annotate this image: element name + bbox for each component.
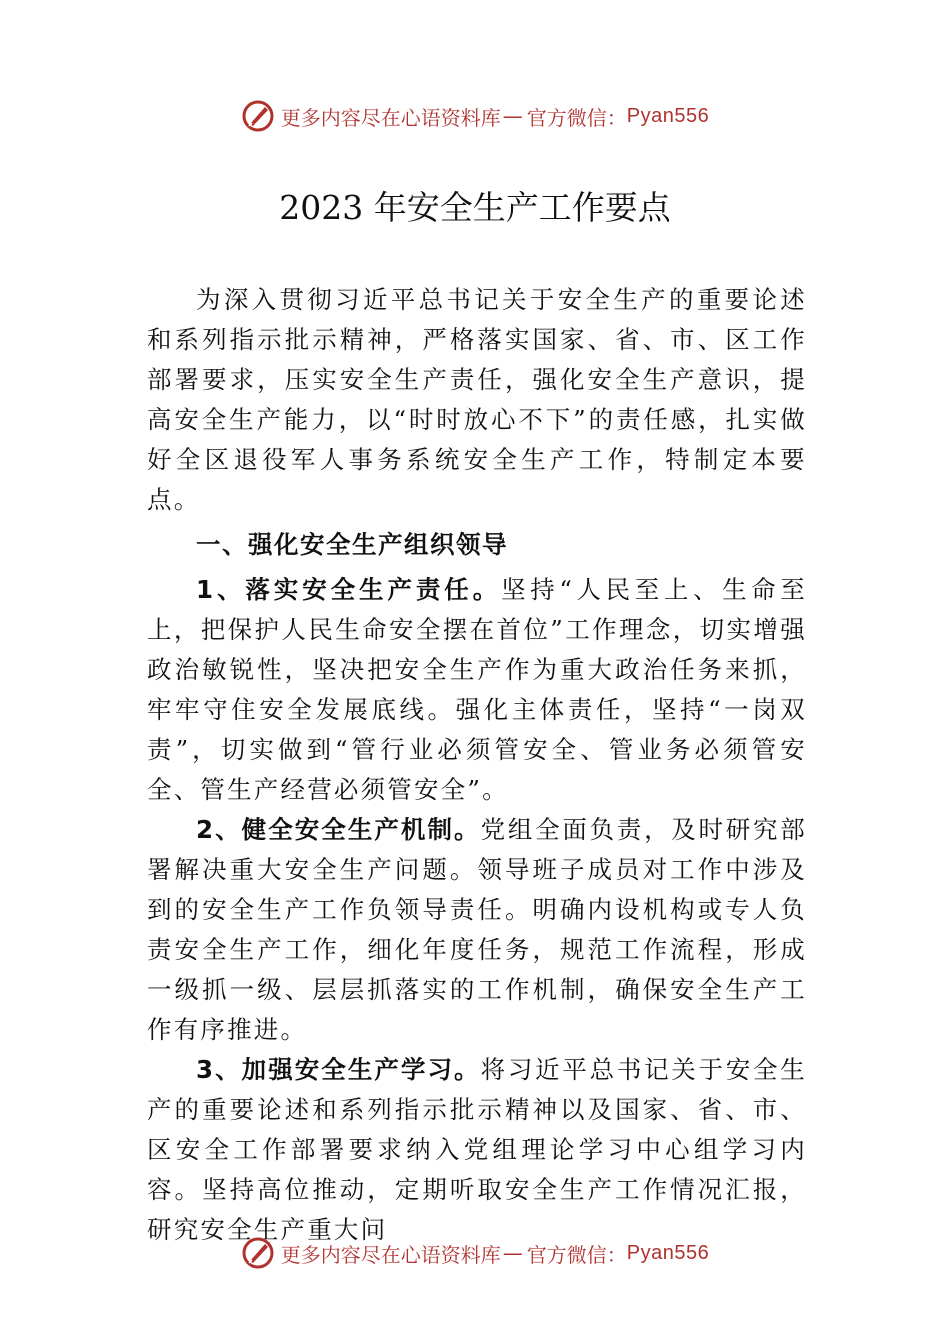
item-lead-2: 2、健全安全生产机制。 <box>196 815 481 844</box>
wechat-id: Pyan556 <box>626 104 710 127</box>
wechat-id: Pyan556 <box>626 1241 710 1264</box>
document-body <box>147 280 807 1250</box>
item-text-1: 坚持“人民至上、生命至上，把保护人民生命安全摆在首位”工作理念，切实增强政治敏锐性，坚决把安全生产作为重大政治任务来抓，牢牢守住安全发展底线。强化主体责任，坚持“一岗双责”，切实做到“管行业必须管安全、管业务必须管安全、管生产经营必须管安全”。 <box>147 575 808 804</box>
item-lead-3: 3、加强安全生产学习。 <box>196 1055 481 1084</box>
item-text-2: 党组全面负责，及时研究部署解决重大安全生产问题。领导班子成员对工作中涉及到的安全生产工作负领导责任。明确内设机构或专人负责安全生产工作，细化年度任务，规范工作流程，形成一级抓一级、层层抓落实的工作机制，确保安全生产工作有序推进。 <box>147 815 808 1044</box>
item-text-3: 将习近平总书记关于安全生产的重要论述和系列指示批示精神以及国家、省、市、区安全工作部署要求纳入党组理论学习中心组学习内容。坚持高位推动，定期听取安全生产工作情况汇报，研究安全生产重大问 <box>147 1055 808 1244</box>
quill-logo-icon <box>241 99 275 133</box>
document-title: 2023 年安全生产工作要点 <box>279 188 671 227</box>
banner-separator: — <box>502 104 523 128</box>
section-heading: 一、强化安全生产组织领导 <box>196 530 508 559</box>
item-lead-1: 1、落实安全生产责任。 <box>196 575 502 604</box>
wechat-label: 官方微信： <box>526 105 627 130</box>
banner-separator: — <box>502 1241 523 1265</box>
wechat-label: 官方微信： <box>526 1242 627 1267</box>
footer-banner <box>0 1233 950 1273</box>
quill-logo-icon <box>241 1236 275 1270</box>
item-paragraph-1 <box>147 570 807 810</box>
header-banner <box>0 96 950 136</box>
banner-text: 更多内容尽在心语资料库 <box>280 1242 501 1267</box>
item-paragraph-2 <box>147 810 807 1050</box>
banner-text: 更多内容尽在心语资料库 <box>280 105 501 130</box>
item-paragraph-3 <box>147 1050 807 1250</box>
intro-paragraph: 为深入贯彻习近平总书记关于安全生产的重要论述和系列指示批示精神，严格落实国家、省、市、区工作部署要求，压实安全生产责任，强化安全生产意识，提高安全生产能力，以“时时放心不下”的责任感，扎实做好全区退役军人事务系统安全生产工作，特制定本要点。 <box>147 285 807 514</box>
